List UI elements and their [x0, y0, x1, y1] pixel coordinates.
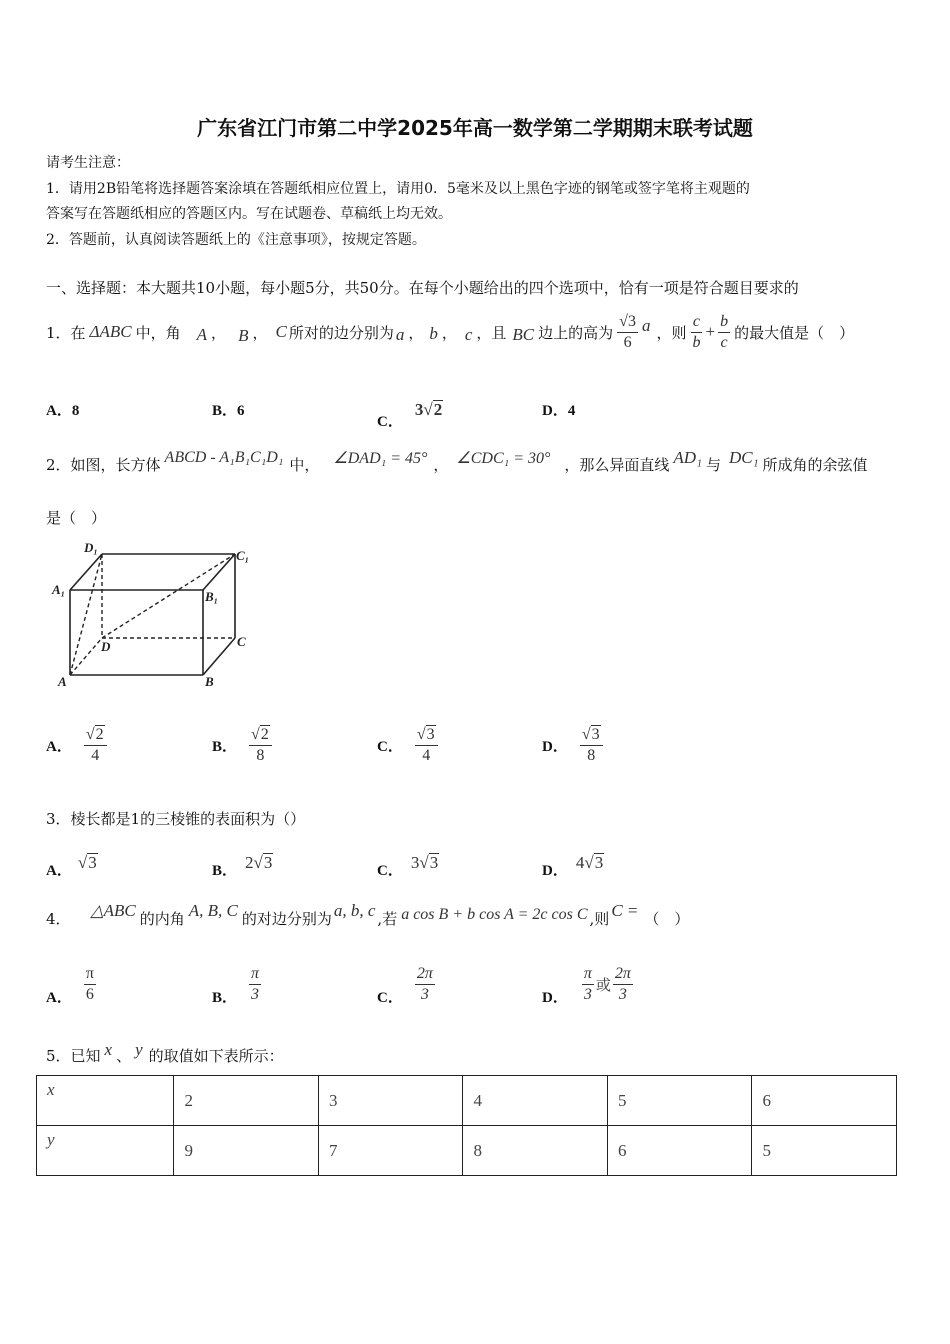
option-label: C． — [377, 414, 403, 430]
q1-comma: ， — [252, 323, 268, 342]
q4-option-b[interactable] — [212, 962, 261, 1007]
q1-frac-bc — [718, 312, 730, 353]
option-radicand: 3 — [263, 852, 273, 872]
q1-comma: ， — [441, 323, 457, 342]
option-fraction — [582, 964, 594, 1005]
option-fraction — [415, 964, 435, 1005]
option-num: π — [249, 964, 261, 985]
notice-item1-line1: 1．请用2B铅笔将选择题答案涂填在答题纸相应位置上，请用0．5毫米及以上黑色字迹的钢笔或签字笔将主观题的 — [46, 181, 750, 197]
q1-height-num: √3 — [617, 312, 638, 333]
table-cell: 9 — [174, 1126, 319, 1176]
table-row — [37, 1076, 897, 1126]
q2-option-c[interactable] — [377, 725, 438, 766]
table-cell: 2 — [174, 1076, 319, 1126]
option-den: 3 — [618, 986, 627, 1003]
q4-sides: a, b, c — [333, 901, 376, 920]
option-label: A． — [46, 739, 72, 755]
q2-option-d[interactable] — [542, 725, 603, 766]
q2-comma: ， — [433, 455, 449, 474]
table-cell: 5 — [752, 1126, 897, 1176]
option-label: B． — [212, 863, 238, 879]
q1-option-d[interactable] — [542, 399, 575, 420]
option-radicand: 3 — [88, 852, 97, 872]
sqrt-symbol: √3 — [419, 852, 439, 872]
option-label: B． — [212, 403, 238, 419]
option-value: 4 — [567, 403, 576, 419]
q1-height-den: 6 — [623, 333, 632, 351]
option-label: C． — [377, 739, 403, 755]
q3-option-b[interactable] — [212, 845, 273, 880]
option-coef: 3 — [414, 399, 424, 419]
q5-var-x: x — [104, 1040, 113, 1059]
q4-equation: a cos B + b cos A = 2c cos C — [401, 906, 588, 923]
sqrt-symbol: √3 — [253, 852, 273, 872]
q2-angle1: ∠DAD₁ = 45° — [333, 450, 428, 467]
option-value: 6 — [237, 403, 245, 419]
option-fraction — [249, 964, 261, 1005]
question-5 — [46, 1040, 284, 1070]
section-heading: 一、选择题：本大题共10小题，每小题5分，共50分。在每个小题给出的四个选项中，恰有一项是符合题目要求的 — [46, 279, 799, 297]
label-c: C — [237, 634, 246, 649]
option-fraction — [613, 964, 633, 1005]
q5-text: 的取值如下表所示： — [148, 1046, 284, 1065]
q2-option-a[interactable] — [46, 725, 107, 766]
option-label: B． — [212, 739, 238, 755]
q4-c-eq: C = — [611, 901, 639, 920]
table-cell: 5 — [607, 1076, 752, 1126]
q5-num: 5．已知 — [46, 1046, 101, 1065]
option-radicand: 3 — [426, 726, 435, 743]
q2-text: ，那么异面直线 — [564, 455, 670, 474]
option-radicand: 3 — [594, 852, 604, 872]
q2-num: 2．如图，长方体 — [46, 455, 161, 474]
option-label: D． — [542, 739, 568, 755]
q5-sep: 、 — [116, 1046, 132, 1065]
q1-comma: ， — [211, 323, 227, 342]
q2-box: ABCD - A₁B₁C₁D₁ — [164, 449, 284, 466]
q2-angle2: ∠CDC₁ = 30° — [456, 450, 551, 467]
q2-text: 中， — [289, 455, 320, 474]
q4-text: ,若 — [377, 909, 398, 928]
xy-table — [36, 1075, 897, 1176]
q1-text: 的最大值是（ ） — [734, 323, 855, 342]
label-c1: C₁ — [236, 548, 250, 563]
q4-angles: A, B, C — [188, 901, 238, 920]
q1-text: ，且 — [476, 323, 507, 342]
q1-frac-cb-num: c — [691, 312, 702, 333]
option-radicand: 2 — [433, 399, 443, 419]
q1-frac-cb-den: b — [692, 333, 701, 351]
option-den: 3 — [251, 986, 260, 1003]
q2-line-ad1: AD₁ — [673, 448, 702, 467]
notice-item2: 2．答题前，认真阅读答题纸上的《注意事项》，按规定答题。 — [46, 232, 426, 248]
sqrt-symbol: √2 — [423, 399, 443, 419]
option-or: 或 — [595, 978, 611, 994]
option-num: 2π — [415, 964, 435, 985]
q4-option-a[interactable] — [46, 962, 96, 1007]
q1-num: 1．在 — [46, 323, 86, 342]
option-label: D． — [542, 863, 568, 879]
table-cell: 8 — [463, 1126, 608, 1176]
q4-text: 的内角 — [139, 909, 185, 928]
question-2 — [46, 444, 868, 484]
sqrt-symbol: √2 — [251, 726, 269, 743]
edge-ad-hidden — [70, 638, 102, 675]
q4-text: （ ） — [644, 909, 690, 928]
q4-text: ,则 — [589, 909, 610, 928]
q3-option-a[interactable] — [46, 845, 98, 880]
cuboid-figure — [50, 538, 260, 693]
q4-option-d[interactable] — [542, 962, 633, 1007]
option-label: C． — [377, 990, 403, 1006]
table-row — [37, 1126, 897, 1176]
option-coef: 4 — [575, 852, 585, 872]
sqrt-symbol: √3 — [584, 852, 604, 872]
option-radicand: 3 — [591, 726, 600, 743]
notice-heading: 请考生注意： — [46, 155, 130, 171]
page-title: 广东省江门市第二中学2025年高一数学第二学期期末联考试题 — [197, 116, 753, 140]
table-header-x: x — [37, 1076, 174, 1126]
q2-text: 所成角的余弦值 — [762, 455, 868, 474]
q4-num: 4． — [46, 909, 71, 928]
option-num: π — [84, 964, 96, 985]
q1-option-c[interactable] — [377, 388, 443, 431]
label-d1: D₁ — [84, 540, 98, 555]
q1-side-b: b — [429, 324, 438, 343]
label-d: D — [101, 639, 111, 654]
option-label: B． — [212, 990, 238, 1006]
option-den: 4 — [91, 747, 100, 764]
notice-item1-line2: 答案写在答题纸相应的答题区内。写在试题卷、草稿纸上均无效。 — [46, 206, 452, 222]
sqrt-symbol: √3 — [77, 852, 97, 872]
option-label: D． — [542, 403, 568, 419]
q1-frac-bc-num: b — [718, 312, 730, 333]
q1-angle-b: B — [238, 326, 249, 345]
q2-line-dc1: DC₁ — [729, 448, 759, 467]
option-fraction — [249, 725, 272, 766]
option-num: 2π — [613, 964, 633, 985]
q1-angle-a: A — [196, 325, 208, 344]
label-b1: B₁ — [205, 589, 219, 604]
q1-option-a[interactable] — [46, 399, 79, 420]
option-den: 8 — [587, 747, 596, 764]
option-label: A． — [46, 863, 72, 879]
label-b: B — [205, 674, 214, 689]
q4-triangle: △ABC — [90, 901, 136, 920]
q2-text: 与 — [706, 455, 722, 474]
q1-triangle: ΔABC — [89, 322, 132, 341]
option-den: 3 — [583, 986, 592, 1003]
option-fraction — [84, 964, 96, 1005]
sqrt-symbol: √3 — [416, 726, 435, 743]
edge-bc — [203, 638, 235, 675]
q1-comma: ， — [408, 323, 424, 342]
q1-side-a: a — [395, 325, 405, 344]
q4-option-c[interactable] — [377, 962, 435, 1007]
q2-line2: 是（ ） — [46, 509, 107, 527]
sqrt-symbol: √2 — [85, 726, 104, 743]
question-4 — [46, 898, 689, 938]
q1-option-b[interactable] — [212, 399, 245, 420]
table-header-y: y — [37, 1126, 174, 1176]
table-cell: 6 — [752, 1076, 897, 1126]
question-3: 3．棱长都是1的三棱锥的表面积为（） — [46, 810, 306, 828]
q3-option-d[interactable] — [542, 845, 604, 880]
q1-text: 边上的高为 — [538, 323, 614, 342]
q3-option-c[interactable] — [377, 845, 439, 880]
option-den: 3 — [420, 986, 429, 1003]
option-coef: 3 — [410, 852, 420, 872]
option-radicand: 2 — [260, 726, 269, 743]
q1-text: ，则 — [656, 323, 687, 342]
option-den: 4 — [422, 747, 431, 764]
q1-frac-bc-den: c — [720, 333, 728, 351]
option-value: 8 — [71, 403, 80, 419]
option-label: D． — [542, 990, 568, 1006]
option-label: A． — [46, 990, 72, 1006]
option-radicand: 2 — [95, 726, 104, 743]
question-1 — [46, 302, 854, 362]
option-label: A． — [46, 403, 72, 419]
q1-text: 所对的边分别为 — [288, 323, 394, 342]
q1-side-c: c — [464, 325, 473, 344]
q4-text: 的对边分别为 — [241, 909, 332, 928]
q1-plus: + — [705, 322, 716, 341]
label-a: A — [58, 674, 67, 689]
table-cell: 4 — [463, 1076, 608, 1126]
option-label: C． — [377, 863, 403, 879]
q1-frac-cb — [690, 312, 702, 353]
option-fraction — [415, 725, 438, 766]
edge-b1c1 — [203, 554, 235, 590]
sqrt-symbol: √3 — [581, 726, 600, 743]
q5-var-y: y — [135, 1040, 143, 1059]
option-fraction — [84, 725, 107, 766]
q1-angle-c: C — [275, 322, 287, 341]
table-cell: 7 — [318, 1126, 463, 1176]
table-cell: 6 — [607, 1126, 752, 1176]
q1-side-bc: BC — [512, 325, 535, 344]
q1-text: 中，角 — [135, 323, 181, 342]
option-coef: 2 — [245, 852, 254, 872]
option-radicand: 3 — [429, 852, 439, 872]
option-num: π — [582, 964, 594, 985]
q1-height-fraction — [617, 312, 638, 353]
option-den: 8 — [256, 747, 265, 764]
option-fraction — [580, 725, 603, 766]
option-den: 6 — [85, 986, 94, 1003]
q1-side-a: a — [641, 316, 651, 335]
label-a1: A₁ — [52, 582, 66, 597]
q2-option-b[interactable] — [212, 725, 272, 766]
table-cell: 3 — [318, 1076, 463, 1126]
